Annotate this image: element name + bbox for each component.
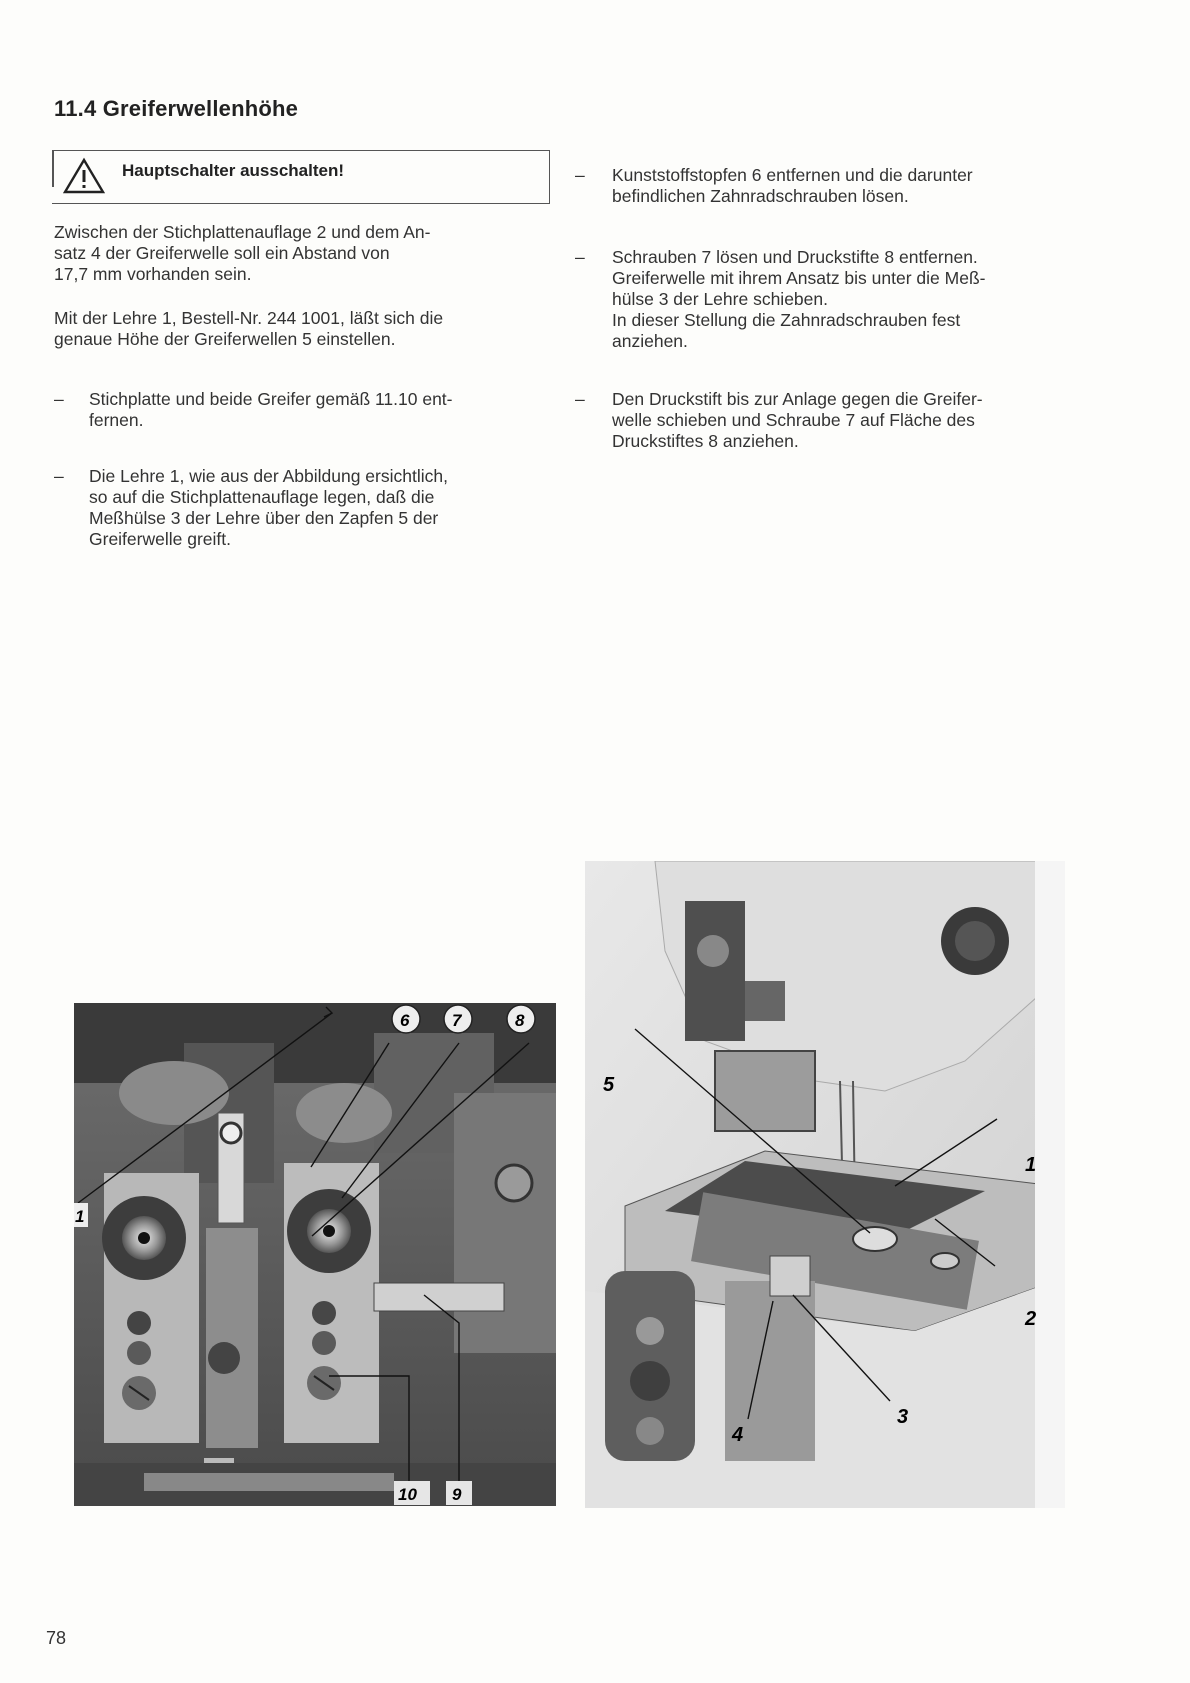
warning-triangle-icon — [62, 157, 106, 195]
section-heading: 11.4 Greiferwellenhöhe — [54, 96, 299, 121]
text-line: In dieser Stellung die Zahnradschrauben fest — [612, 310, 961, 330]
text-line: fernen. — [89, 410, 144, 430]
bullet-mark: – — [54, 389, 64, 409]
text-line: hülse 3 der Lehre schieben. — [612, 289, 828, 309]
text-line: befindlichen Zahnradschrauben lösen. — [612, 186, 909, 206]
bullet-item — [89, 389, 549, 431]
text-line: Mit der Lehre 1, Bestell-Nr. 244 1001, läßt sich die — [54, 308, 444, 328]
text-line: so auf die Stichplattenauflage legen, daß die — [89, 487, 435, 507]
callout-label: 8 — [515, 1011, 525, 1030]
text-line: genaue Höhe der Greiferwellen 5 einstellen. — [54, 329, 396, 349]
text-line: Kunststoffstopfen 6 entfernen und die darunter — [612, 165, 973, 185]
callout-2: 2 — [1025, 1308, 1037, 1330]
text-line: Den Druckstift bis zur Anlage gegen die Greifer- — [612, 389, 983, 409]
callout-9 — [446, 1481, 472, 1505]
text-line: satz 4 der Greiferwelle soll ein Abstand von — [54, 243, 390, 263]
callout-label: 1 — [75, 1207, 85, 1226]
callout-label: 7 — [452, 1011, 462, 1030]
warning-text: Hauptschalter ausschalten! — [122, 161, 345, 180]
text-line: welle schieben und Schraube 7 auf Fläche des — [612, 410, 975, 430]
page-number: 78 — [46, 1628, 67, 1648]
warning-box — [52, 150, 550, 204]
text-line: 17,7 mm vorhanden sein. — [54, 264, 252, 284]
bullet-mark: – — [54, 466, 64, 486]
text-line: Greiferwelle mit ihrem Ansatz bis unter die Meß- — [612, 268, 986, 288]
callout-10 — [394, 1481, 430, 1505]
callout-label: 9 — [452, 1485, 462, 1504]
callout-6 — [392, 1005, 420, 1033]
figure-hook-shaft-closeup — [74, 1003, 556, 1506]
paragraph-distance — [54, 222, 544, 285]
text-line: Meßhülse 3 der Lehre über den Zapfen 5 der — [89, 508, 439, 528]
text-line: Druckstiftes 8 anziehen. — [612, 431, 799, 451]
bullet-item — [612, 389, 1092, 452]
callout-5: 5 — [603, 1074, 615, 1096]
callout-7 — [444, 1005, 472, 1033]
bullet-mark: – — [575, 247, 585, 267]
text-line: Greiferwelle greift. — [89, 529, 231, 549]
bullet-mark: – — [575, 389, 585, 409]
callout-label: 10 — [398, 1485, 417, 1504]
text-line: Schrauben 7 lösen und Druckstifte 8 entfernen. — [612, 247, 978, 267]
callout-1: 1 — [1025, 1154, 1037, 1176]
callout-3: 3 — [897, 1406, 909, 1428]
bullet-item — [612, 247, 1092, 352]
bullet-item — [612, 165, 1092, 207]
figure-machine-overview — [585, 861, 1065, 1508]
text-line: Zwischen der Stichplattenauflage 2 und dem An- — [54, 222, 431, 242]
bullet-item — [89, 466, 549, 550]
callout-8 — [507, 1005, 535, 1033]
callout-label: 6 — [400, 1011, 410, 1030]
text-line: anziehen. — [612, 331, 688, 351]
callout-1 — [74, 1203, 88, 1227]
callout-4: 4 — [732, 1424, 744, 1446]
text-line: Die Lehre 1, wie aus der Abbildung ersichtlich, — [89, 466, 448, 486]
text-line: Stichplatte und beide Greifer gemäß 11.10 ent- — [89, 389, 453, 409]
paragraph-gauge — [54, 308, 544, 350]
bullet-mark: – — [575, 165, 585, 185]
